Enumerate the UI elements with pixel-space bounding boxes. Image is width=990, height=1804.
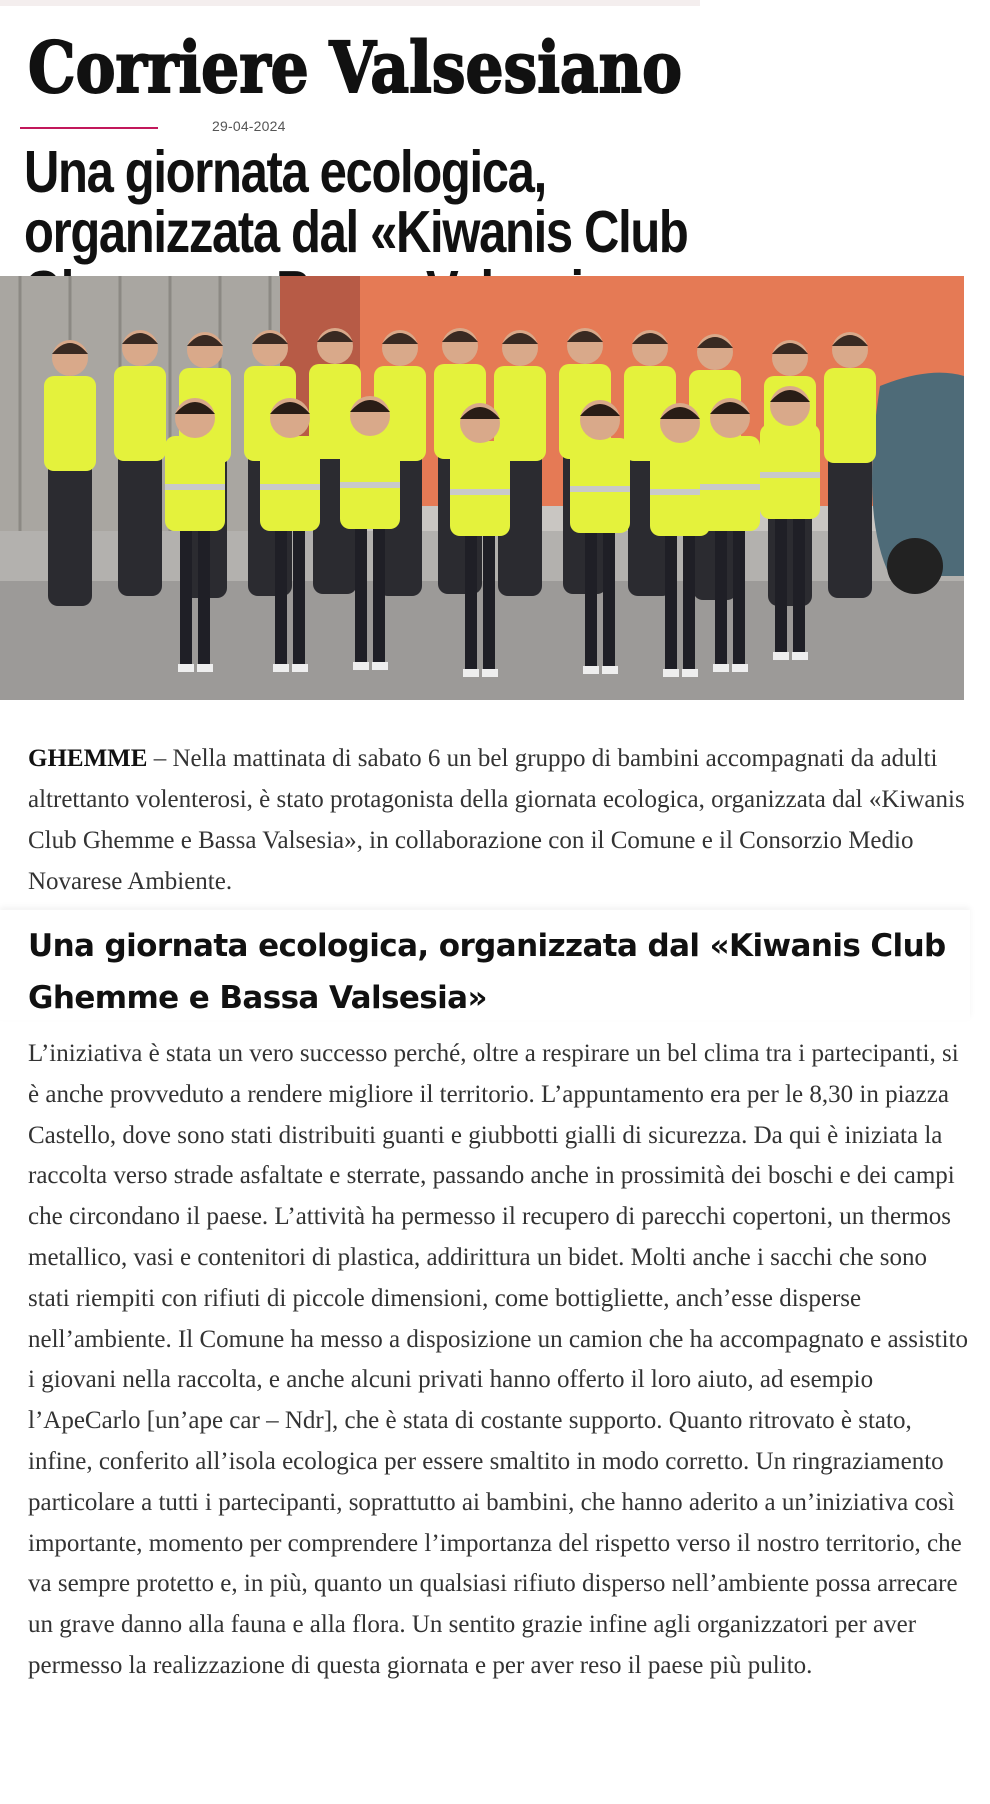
article-date: 29-04-2024 xyxy=(212,118,286,134)
article-headline: Una giornata ecologica, organizzata dal «Kiwanis Club xyxy=(24,139,688,265)
person-figure xyxy=(824,332,876,598)
article-body: L’iniziativa è stata un vero successo perché, oltre a respirare un bel clima tra i partecipanti, si è anche provveduto a rendere migliore il territorio. L’appuntamento era per le 8,30 in piazza Castello, dove sono stati distribuiti guanti e giubbotti gialli di sicurezza. Da qui è iniziata la raccolta verso strade asfaltate e sterrate, passando anche in prossimità dei boschi e dei campi che circondano il paese. L’attività ha permesso il recupero di parecchi copertoni, un thermos metallico, vasi e contenitori di plastica, addirittura un bidet. Molti anche i sacchi che sono stati riempiti con rifiuti di piccole dimensioni, come bottigliette, anch’esse disperse nell’ambiente. Il Comune ha messo a disposizione un camion che ha accompagnato e assistito i giovani nella raccolta, e anche alcuni privati hanno offerto il loro aiuto, ad esempio l’ApeCarlo [un’ape car – Ndr], che è stata di costante supporto. Quanto ritrovato è stato, infine, conferito all’isola ecologica per essere smaltito in modo corretto. Un ringraziamento particolare a tutti i partecipanti, soprattutto ai bambini, che hanno aderito a un’iniziativa così importante, momento per comprendere l’importanza del rispetto verso il nostro territorio, che va sempre protetto e, in più, quanto un qualsiasi rifiuto disperso nell’ambiente possa arrecare un grave danno alla fauna e alla flora. Un sentito grazie infine agli organizzatori per aver permesso la realizzazione di questa giornata e per aver reso il paese più pulito. xyxy=(28,1040,969,1679)
article-lead xyxy=(28,738,968,902)
logo-wordmark xyxy=(26,22,686,108)
group-photo-image xyxy=(0,276,964,700)
person-figure xyxy=(44,340,96,606)
article-photo xyxy=(0,276,964,700)
article-subheading: Una giornata ecologica, organizzata dal «Kiwanis Club Ghemme e Bassa Valsesia» xyxy=(28,928,946,1016)
masthead-logo[interactable] xyxy=(26,22,686,108)
top-strip xyxy=(0,0,700,6)
accent-rule xyxy=(20,127,158,129)
person-figure xyxy=(114,330,166,596)
dateline: GHEMME xyxy=(28,745,148,772)
svg-text:Corriere Valsesiano: Corriere Valsesiano xyxy=(28,26,682,109)
lead-text: – Nella mattinata di sabato 6 un bel gruppo di bambini accompagnati da adulti altrettanto volenterosi, è stato protagonista della giornata ecologica, organizzata dal «Kiwanis Club Ghemme e Bassa Valsesia», in collaborazione con il Comune e il Consorzio Medio Novarese Ambiente. xyxy=(28,745,965,895)
